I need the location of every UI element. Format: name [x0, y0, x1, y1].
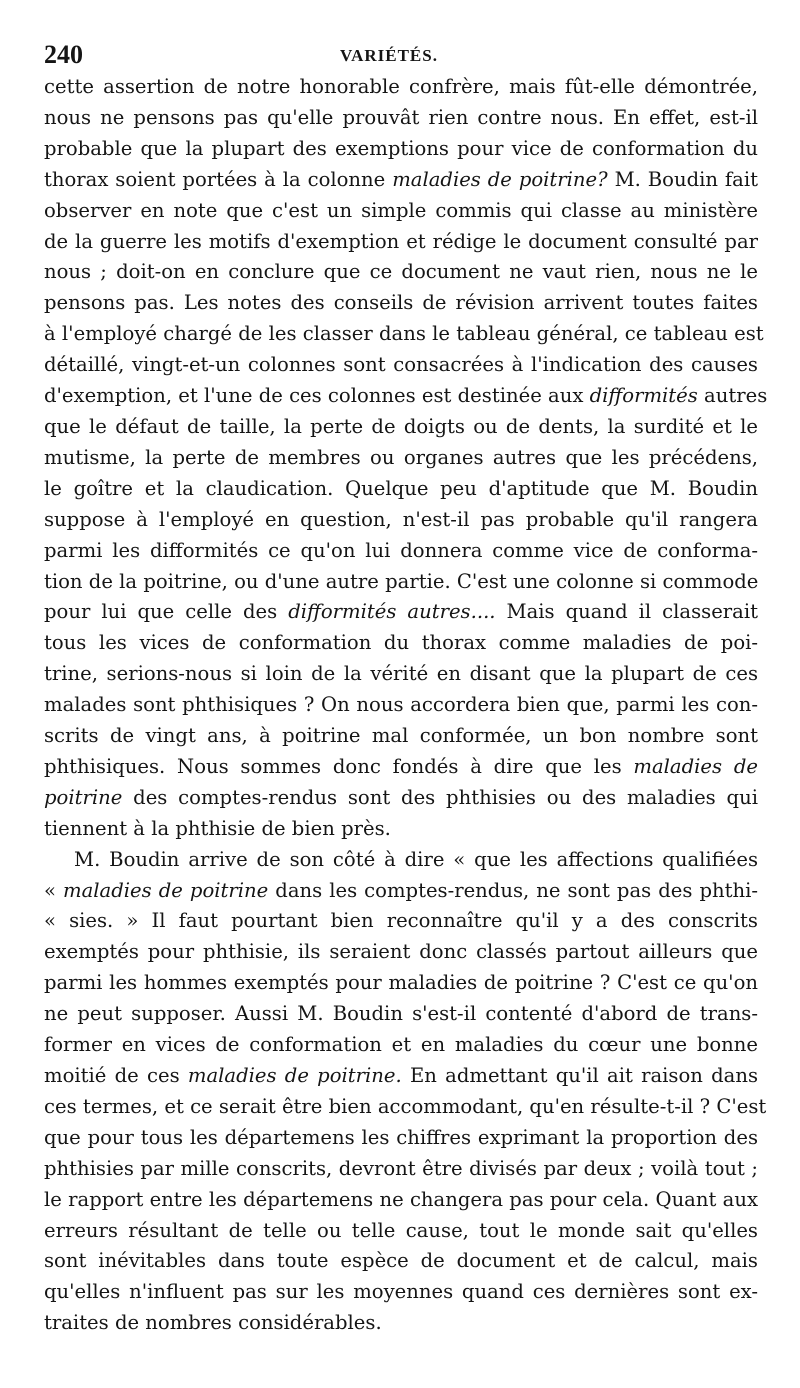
text-line [44, 72, 758, 103]
text-segment: tous les vices de conformation du thorax comme maladies de poi- [44, 631, 758, 655]
text-line [44, 381, 768, 412]
text-segment: ne peut supposer. Aussi M. Boudin s'est-il contenté d'abord de trans- [44, 1002, 758, 1026]
page-header [44, 38, 758, 72]
text-line [44, 752, 758, 783]
text-line [44, 350, 758, 381]
text-segment: M. Boudin fait [607, 167, 758, 191]
text-line [44, 412, 758, 443]
page-number: 240 [44, 40, 83, 69]
text-segment: malades sont phthisiques ? On nous accordera bien que, parmi les con- [44, 693, 758, 717]
text-segment: pensons pas. Les notes des conseils de révision arrivent toutes faites [44, 291, 758, 315]
text-segment: moitié de ces [44, 1064, 188, 1087]
text-segment: tion de la poitrine, ou d'une autre partie. C'est une colonne si commode [44, 569, 759, 593]
text-segment: nous ; doit-on en conclure que ce document ne vaut rien, nous ne le [44, 260, 758, 284]
text-line [44, 845, 758, 876]
italic-text: difformités [589, 384, 698, 408]
text-line [44, 721, 758, 752]
text-line [44, 1246, 758, 1277]
running-title: VARIÉTÉS. [340, 46, 438, 65]
text-line [44, 196, 758, 227]
text-segment: tiennent à la phthisie de bien près. [44, 816, 391, 840]
italic-text: poitrine [44, 785, 123, 809]
text-segment: autres [697, 384, 768, 408]
text-segment: exemptés pour phthisie, ils seraient donc classés partout ailleurs que [44, 940, 758, 964]
text-line [44, 628, 758, 659]
text-segment: nous ne pensons pas qu'elle prouvât rien contre nous. En effet, est-il [44, 105, 758, 129]
text-segment: thorax soient portées à la colonne [44, 167, 393, 191]
text-segment: ces termes, et ce serait être bien accommodant, qu'en résulte-t-il ? C'est [44, 1094, 767, 1118]
text-line [44, 1216, 758, 1247]
text-line [44, 134, 758, 165]
text-line [44, 103, 758, 134]
text-segment: M. Boudin arrive de son côté à dire « que les affections qualifiées [74, 847, 758, 871]
text-segment: pour lui que celle des [44, 600, 289, 624]
text-line [44, 1154, 758, 1185]
text-segment: probable que la plupart des exemptions pour vice de conformation du [44, 136, 758, 160]
text-line [44, 968, 758, 999]
text-segment: trine, serions-nous si loin de la vérité en disant que la plupart de ces [44, 662, 758, 686]
text-segment: cette assertion de notre honorable confrère, mais fût-elle démontrée, [44, 75, 758, 98]
text-line [44, 165, 758, 196]
text-line [44, 659, 758, 690]
text-segment: parmi les difformités ce qu'on lui donnera comme vice de conforma- [44, 538, 758, 562]
italic-text: maladies de poitrine [63, 878, 269, 902]
text-segment: « [44, 878, 64, 902]
text-line [44, 690, 758, 721]
text-line [44, 227, 758, 258]
text-line [44, 443, 758, 474]
text-line [44, 319, 764, 350]
text-segment: erreurs résultant de telle ou telle cause, tout le monde sait qu'elles [44, 1218, 758, 1242]
text-line [44, 783, 758, 814]
text-line [44, 1123, 758, 1154]
text-line [44, 597, 758, 628]
text-line [44, 1030, 758, 1061]
text-line [44, 906, 758, 937]
text-segment: des comptes-rendus sont des phthisies ou des maladies qui [122, 785, 758, 809]
text-segment: traites de nombres considérables. [44, 1311, 382, 1335]
text-segment: d'exemption, et l'une de ces colonnes est destinée aux [44, 384, 590, 408]
text-line [44, 505, 758, 536]
text-line [44, 536, 758, 567]
text-line [44, 257, 758, 288]
text-segment: que pour tous les départemens les chiffres exprimant la proportion des [44, 1125, 758, 1149]
text-line [44, 1277, 758, 1308]
italic-text: difformités autres.... [288, 600, 496, 624]
text-line [44, 288, 758, 319]
text-segment: phthisiques. Nous sommes donc fondés à dire que les [44, 754, 634, 778]
text-segment: de la guerre les motifs d'exemption et rédige le document consulté par [44, 229, 758, 253]
text-segment: qu'elles n'influent pas sur les moyennes quand ces dernières sont ex- [44, 1280, 758, 1304]
italic-text: maladies de [633, 754, 758, 778]
text-segment: former en vices de conformation et en maladies du cœur une bonne [44, 1033, 758, 1057]
text-segment: détaillé, vingt-et-un colonnes sont consacrées à l'indication des causes [44, 353, 758, 377]
text-line [44, 999, 758, 1030]
body-text [44, 72, 768, 1339]
text-segment: à l'employé chargé de les classer dans le tableau général, ce tableau est [44, 322, 764, 346]
text-line [44, 1185, 758, 1216]
text-segment: parmi les hommes exemptés pour maladies de poitrine ? C'est ce qu'on [44, 971, 758, 995]
text-line [44, 474, 758, 505]
text-segment: « sies. » Il faut pourtant bien reconnaître qu'il y a des conscrits [44, 909, 758, 933]
text-segment: observer en note que c'est un simple commis qui classe au ministère [44, 198, 758, 222]
text-line [44, 814, 758, 845]
text-segment: le goître et la claudication. Quelque peu d'aptitude que M. Boudin [44, 476, 758, 500]
text-segment: sont inévitables dans toute espèce de document et de calcul, mais [44, 1249, 758, 1273]
text-segment: que le défaut de taille, la perte de doigts ou de dents, la surdité et le [44, 414, 758, 438]
text-line [44, 1092, 767, 1123]
text-line [44, 876, 758, 907]
text-line [44, 567, 758, 598]
text-segment: Mais quand il classerait [495, 600, 758, 624]
text-segment: phthisies par mille conscrits, devront être divisés par deux ; voilà tout ; [44, 1156, 758, 1180]
italic-text: maladies de poitrine. [187, 1064, 402, 1087]
italic-text: maladies de poitrine? [392, 167, 608, 191]
text-line [44, 1308, 758, 1339]
text-line [44, 937, 758, 968]
text-segment: dans les comptes-rendus, ne sont pas des phthi- [268, 878, 759, 902]
text-segment: le rapport entre les départemens ne changera pas pour cela. Quant aux [44, 1187, 758, 1211]
text-segment: suppose à l'employé en question, n'est-il pas probable qu'il rangera [44, 507, 758, 531]
text-segment: scrits de vingt ans, à poitrine mal conformée, un bon nombre sont [44, 724, 758, 748]
text-segment: En admettant qu'il ait raison dans [401, 1064, 759, 1087]
text-segment: mutisme, la perte de membres ou organes autres que les précédens, [44, 445, 758, 469]
text-line [44, 1061, 758, 1092]
